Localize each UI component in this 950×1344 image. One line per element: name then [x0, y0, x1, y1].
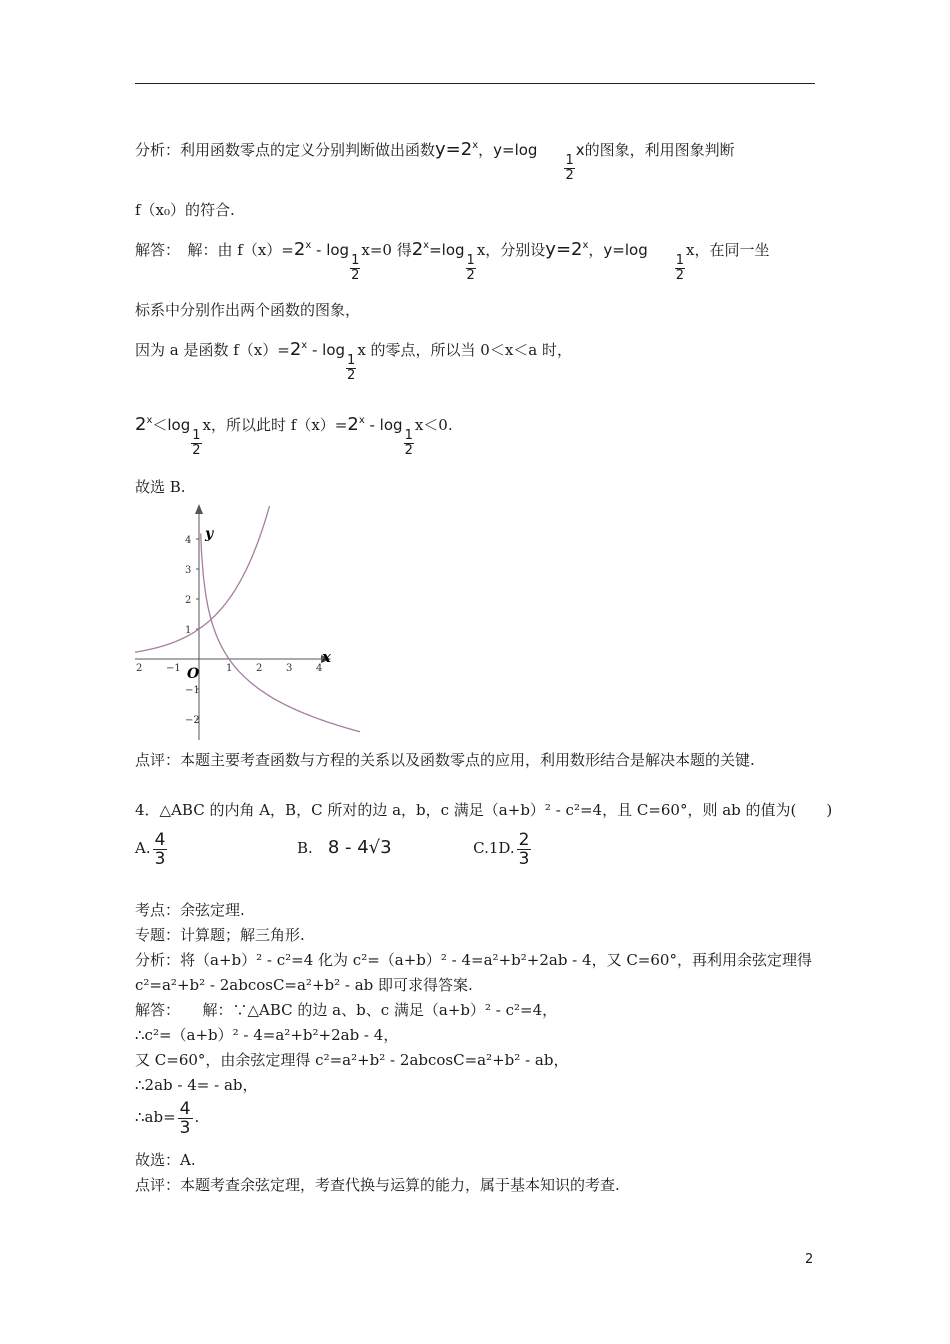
y-tick-label: 4 — [185, 535, 192, 546]
q4-analysis-1: 分析：将（a+b）² - c²=4 化为 c²=（a+b）² - 4=a²+b²+2ab - 4，又 C=60°，再利用余弦定理得 — [135, 951, 812, 969]
q4-options — [135, 828, 533, 868]
option-b: B. 8 - 4√3 — [297, 837, 392, 858]
y-tick-label: 2 — [185, 595, 192, 606]
exp-curve — [135, 506, 270, 652]
y-axis-arrow — [195, 504, 203, 514]
option-c-d: C.1D. $\frac{2}{3}$ — [473, 829, 530, 869]
y-axis-label: y — [205, 526, 214, 542]
solution-line-1: 解答： 解：由 $f(x)=2^x - \log$ $\frac{1}{2}$ x=0 得$2^x=\log$ $\frac{1}{2}$ x，分别设$y=2^x$，y=log $\frac{1}{2}$ x，在同一坐 — [135, 239, 770, 283]
x-tick-label: 3 — [286, 663, 293, 674]
y-tick-label: −2 — [185, 715, 200, 726]
header-rule — [135, 83, 815, 84]
q4-comment: 点评：本题考查余弦定理，考查代换与运算的能力，属于基本知识的考查. — [135, 1176, 620, 1194]
formula-log: y=log $\frac{1}{2}$ x — [493, 141, 585, 183]
solution-line-2: 标系中分别作出两个函数的图象， — [135, 301, 361, 319]
q4-analysis-2: c²=a²+b² - 2abcosC=a²+b² - ab 即可求得答案. — [135, 976, 473, 994]
q4-solution-1: 解答： 解：∵△ABC 的边 a、b、c 满足（a+b）² - c²=4， — [135, 1001, 558, 1019]
q4-solution-2: ∴c²=（a+b）² - 4=a²+b²+2ab - 4， — [135, 1026, 399, 1044]
x-tick-label: 4 — [316, 663, 323, 674]
formula-exp: $y=2^x$ — [435, 139, 479, 160]
y-tick-label: 3 — [185, 565, 192, 576]
q4-zhuanti: 专题：计算题；解三角形. — [135, 926, 305, 944]
analysis-line-1: 分析：利用函数零点的定义分别判断做出函数$y=2^x$，y=log $\frac{1}{2}$ x的图象，利用图象判断 — [135, 139, 735, 183]
page-number: 2 — [805, 1252, 814, 1267]
x-tick-label: −1 — [166, 663, 181, 674]
origin-label: O — [187, 666, 200, 682]
solution-line-3: 因为 a 是函数 $f(x)=2^x - \log$ $\frac{1}{2}$ x 的零点，所以当 0＜x＜a 时， — [135, 339, 573, 383]
x-axis-label: x — [322, 648, 331, 666]
q4-solution-3: 又 C=60°，由余弦定理得 c²=a²+b² - 2abcosC=a²+b² - ab， — [135, 1051, 569, 1069]
y-tick-label: −1 — [185, 685, 200, 696]
solution-line-4: $2^x<\log$ $\frac{1}{2}$ x，所以此时 $f(x)=2^x - \log$ $\frac{1}{2}$ x＜0. — [135, 414, 453, 458]
y-tick-label: 1 — [185, 625, 192, 636]
log-curve — [201, 534, 360, 734]
x-tick-label: 2 — [136, 663, 143, 674]
function-graph — [135, 500, 360, 745]
choice-line: 故选 B. — [135, 478, 186, 496]
q4-solution-4: ∴2ab - 4= - ab， — [135, 1076, 258, 1094]
q4-choice: 故选：A. — [135, 1151, 196, 1169]
x-tick-label: 1 — [226, 663, 233, 674]
x-tick-label: 2 — [256, 663, 263, 674]
comment-1: 点评：本题主要考查函数与方程的关系以及函数零点的应用，利用数形结合是解决本题的关键. — [135, 751, 755, 769]
option-a: A. $\frac{4}{3}$ — [135, 829, 166, 869]
q4-solution-5: ∴ab= $\frac{4}{3}$ . — [135, 1098, 200, 1138]
analysis-line-2: f（x₀）的符合. — [135, 201, 235, 219]
q4-stem: 4．△ABC 的内角 A，B，C 所对的边 a，b，c 满足（a+b）² - c²=4，且 C=60°，则 ab 的值为( ) — [135, 801, 833, 819]
q4-kaodian: 考点：余弦定理. — [135, 901, 245, 919]
